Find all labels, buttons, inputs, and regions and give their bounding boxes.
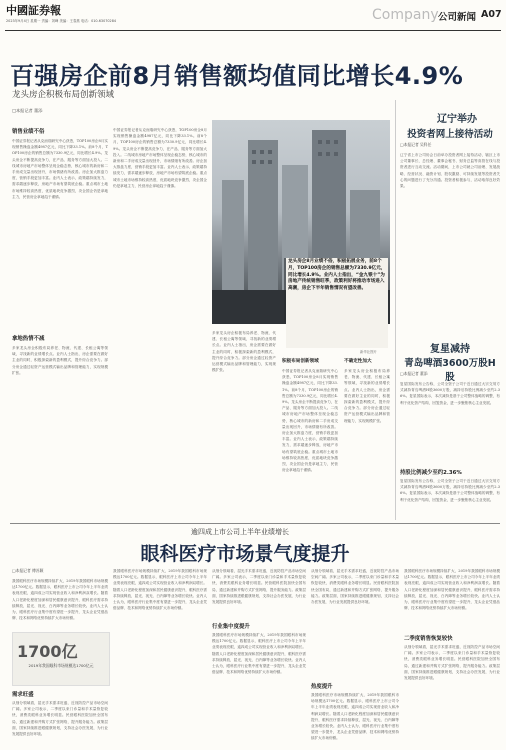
section-cn: 公司新闻 (438, 12, 477, 23)
feature-col1-text: 我国眼科医疗市场规模持续扩大，2019年我国眼科市场规模达1700亿元。数据显示，眼科医疗上市公司今年上半年业绩表现亮眼，逾四成公司实现营业收入和净利润双增长。随着人口老龄化程度加深和居民健康意识提升，眼科医疗需求持续释放，屈光、视光、白内障等业务增长较快。业内人士认为，眼科医疗行业集中度有望进一步提升，龙头企业凭借品牌、技术和网络优势持续扩大市场份额。 (12, 579, 108, 621)
story2-text: 辽宁省上市公司协会日前举办投资者网上接待活动，辖区上市公司董事长、总经理、董事会秘书、财务总监等高管在线与投资者进行互动交流。活动期间，上市公司就公司治理、发展战略、经营状况、融资计划、股权激励、可持续发展等投资者关心的问题进行了充分沟通。投资者积极参与，活动取得良好效果。 (400, 153, 500, 189)
story3-text: 复星国际发布公告称，公司全资子公司于近日通过大宗交易方式减持青岛啤酒H股3600万股，减持后持股比例减少至约2.36%。复星国际表示，本次减持是基于公司整体战略的调整，有利于优化资产结构，回笼资金，进一步聚焦核心主业发展。 (400, 382, 500, 405)
stat-big-number: 1700亿 (17, 642, 78, 661)
lead-text-col5: 多家龙头房企积极布局养老、物流、代建、长租公寓等领域，寻找新的业绩增长点。业内人士指出，房企需要在做好主业的同时，积极探索新的盈利模式，提升综合竞争力。部分房企通过轻资产运营模式输出品牌和管理能力，实现规模扩张。 (344, 369, 390, 423)
lead-byline: □本报记者 董添 (12, 108, 43, 113)
feature-col5-text: 我国眼科医疗市场规模持续扩大，2019年我国眼科市场规模达1700亿元。数据显示，眼科医疗上市公司今年上半年业绩表现亮眼，逾四成公司实现营业收入和净利润双增长。随着人口老龄化程度加深和居民健康意识提升，眼科医疗需求持续释放，屈光、视光、白内障等业务增长较快。业内人士认为，眼科医疗行业集中度有望进一步提升，龙头企业凭借品牌、技术和网络优势持续扩大市场份额。 (404, 569, 500, 611)
lead-sub-land: 拿地热情不减 (12, 336, 45, 342)
masthead (0, 0, 506, 30)
feature-col4-text2: 我国眼科医疗市场规模持续扩大，2019年我国眼科市场规模达1700亿元。数据显示，眼科医疗上市公司今年上半年业绩表现亮眼，逾四成公司实现营业收入和净利润双增长。随着人口老龄化程度加深和居民健康意识提升，眼科医疗需求持续释放，屈光、视光、白内障等业务增长较快。业内人士认为，眼科医疗行业集中度有望进一步提升，龙头企业凭借品牌、技术和网络优势持续扩大市场份额。 (311, 693, 399, 741)
feature-sub-recovery: 二季度销售恢复较快 (404, 636, 453, 642)
lead-text-col3: 多家龙头房企积极布局养老、物流、代建、长租公寓等领域，寻找新的业绩增长点。业内人士指出，房企需要在做好主业的同时，积极探索新的盈利模式，提升综合竞争力。部分房企通过轻资产运营模式输出品牌和管理能力，实现规模扩张。 (212, 331, 276, 373)
story2-headline-l1: 辽宁举办 (437, 114, 477, 125)
feature-headline: 眼科医疗市场景气度提升 (140, 543, 350, 565)
story3-sub: 持股比例减少至约2.36% (400, 470, 462, 476)
lead-sub-new: 积极布局创新领域 (282, 359, 319, 364)
feature-col1-text2: 从细分领域看，屈光手术需求旺盛，近视防控产品市场空间广阔。多家公司表示，二季度以来门诊量和手术量恢复较快，消费类眼科业务增长明显。民营眼科医院加快全国布局，通过新建和并购方式扩张网络，提升服务能力。政策层面，国家持续推进眼健康规划，支持社会办医发展，为行业发展提供良好环境。 (12, 701, 108, 737)
story2-byline: □本报记者 吴科任 (400, 142, 432, 147)
story3-headline-l2: 青岛啤酒3600万股H股 (404, 358, 496, 383)
newspaper-logo: 中國証券報 (6, 4, 61, 17)
section-en: Company (372, 7, 439, 23)
feature-col3-text: 从细分领域看，屈光手术需求旺盛，近视防控产品市场空间广阔。多家公司表示，二季度以来门诊量和手术量恢复较快，消费类眼科业务增长明显。民营眼科医院加快全国布局，通过新建和并购方式扩张网络，提升服务能力。政策层面，国家持续推进眼健康规划，支持社会办医发展，为行业发展提供良好环境。 (212, 569, 306, 605)
feature-kicker: 逾四成上市公司上半年业绩增长 (191, 528, 289, 536)
lead-text-col1a: 中国证券报记者从克而瑞研究中心获悉，TOP100房企8月实现销售操盘金额4987亿元，同比下降33.1%。前8个月，TOP100房企的销售总额为7330.9亿元，同比增长4.9%。龙头房企不断提高竞争力，在产品、服务等方面加大投入。二线城市房地产市场整体呈现企稳态势，核心城市的新房和二手房成交量出现回升，市场情绪有所改善。房企加大推盘力度，营销手段更加丰富。业内人士表示，政策端持续发力，需求端逐步释放，房地产市场有望筑底企稳。重点城市土地市场维持较高热度，优质地块竞争激烈，央企国企仍是拿地主力，民营房企拿地趋于谨慎。 (12, 139, 108, 199)
feature-byline: □本报记者 傅苏颖 (12, 568, 44, 573)
stat-caption: 2019年我国眼科市场规模达1700亿元 (28, 663, 94, 668)
feature-col2-text: 我国眼科医疗市场规模持续扩大，2019年我国眼科市场规模达1700亿元。数据显示，眼科医疗上市公司今年上半年业绩表现亮眼，逾四成公司实现营业收入和净利润双增长。随着人口老龄化程度加深和居民健康意识提升，眼科医疗需求持续释放，屈光、视光、白内障等业务增长较快。业内人士认为，眼科医疗行业集中度有望进一步提升，龙头企业凭借品牌、技术和网络优势持续扩大市场份额。 (113, 569, 207, 611)
masthead-rule (5, 30, 501, 31)
date-line: 2023年9月4日 星期一 责编：刘峰 美编：王春燕 电话：010-63070284 (6, 19, 117, 23)
lead-text-col1b: 多家龙头房企积极布局养老、物流、代建、长租公寓等领域，寻找新的业绩增长点。业内人士指出，房企需要在做好主业的同时，积极探索新的盈利模式，提升综合竞争力。部分房企通过轻资产运营模式输出品牌和管理能力，实现规模扩张。 (12, 346, 108, 375)
stat-box (12, 632, 110, 686)
lead-headline: 百强房企前8月销售额均值同比增长4.9% (10, 62, 464, 90)
story2-headline-l2: 投资者网上接待活动 (407, 129, 493, 140)
story3-byline: □本报记者 董添 (400, 371, 428, 376)
section-rule (10, 523, 500, 524)
photo-credit: 新华社图片 (360, 350, 377, 354)
feature-col4-text: 从细分领域看，屈光手术需求旺盛，近视防控产品市场空间广阔。多家公司表示，二季度以来门诊量和手术量恢复较快，消费类眼科业务增长明显。民营眼科医院加快全国布局，通过新建和并购方式扩张网络，提升服务能力。政策层面，国家持续推进眼健康规划，支持社会办医发展，为行业发展提供良好环境。 (311, 569, 399, 605)
pull-quote: 龙头房企8月业绩不俗，积极拓展业务，前8个月，TOP100房企的销售总额为7330.9亿元，同比增长4.9%。业内人士指出，“金九银十”为房地产传统销售旺季，政策利好将推动市场进入高潮，房企下半年销售情况有望改善。 (286, 258, 388, 348)
lead-text-col2: 中国证券报记者从克而瑞研究中心获悉，TOP100房企8月实现销售操盘金额4987亿元，同比下降33.1%。前8个月，TOP100房企的销售总额为7330.9亿元，同比增长4.9%。龙头房企不断提高竞争力，在产品、服务等方面加大投入。二线城市房地产市场整体呈现企稳态势，核心城市的新房和二手房成交量出现回升，市场情绪有所改善。房企加大推盘力度，营销手段更加丰富。业内人士表示，政策端持续发力，需求端逐步释放，房地产市场有望筑底企稳。重点城市土地市场维持较高热度，优质地块竞争激烈，央企国企仍是拿地主力，民营房企拿地趋于谨慎。 (113, 128, 207, 188)
lead-sub-risk: 不确定性加大 (344, 359, 372, 364)
lead-text-col4: 中国证券报记者从克而瑞研究中心获悉，TOP100房企8月实现销售操盘金额4987亿元，同比下降33.1%。前8个月，TOP100房企的销售总额为7330.9亿元，同比增长4.9%。龙头房企不断提高竞争力，在产品、服务等方面加大投入。二线城市房地产市场整体呈现企稳态势，核心城市的新房和二手房成交量出现回升，市场情绪有所改善。房企加大推盘力度，营销手段更加丰富。业内人士表示，政策端持续发力，需求端逐步释放，房地产市场有望筑底企稳。重点城市土地市场维持较高热度，优质地块竞争激烈，央企国企仍是拿地主力，民营房企拿地趋于谨慎。 (282, 369, 338, 473)
column-divider (395, 100, 396, 520)
feature-sub-heat: 热度提升 (311, 684, 333, 690)
feature-sub-concentration: 行业集中度提升 (212, 624, 250, 630)
lead-subhead: 龙头房企积极布局创新领域 (12, 90, 115, 100)
feature-col3-text2: 我国眼科医疗市场规模持续扩大，2019年我国眼科市场规模达1700亿元。数据显示，眼科医疗上市公司今年上半年业绩表现亮眼，逾四成公司实现营业收入和净利润双增长。随着人口老龄化程度加深和居民健康意识提升，眼科医疗需求持续释放，屈光、视光、白内障等业务增长较快。业内人士认为，眼科医疗行业集中度有望进一步提升，龙头企业凭借品牌、技术和网络优势持续扩大市场份额。 (212, 633, 306, 675)
story3-text2: 复星国际发布公告称，公司全资子公司于近日通过大宗交易方式减持青岛啤酒H股3600万股，减持后持股比例减少至约2.36%。复星国际表示，本次减持是基于公司整体战略的调整，有利于优化资产结构，回笼资金，进一步聚焦核心主业发展。 (400, 479, 500, 502)
feature-col5-text2: 从细分领域看，屈光手术需求旺盛，近视防控产品市场空间广阔。多家公司表示，二季度以来门诊量和手术量恢复较快，消费类眼科业务增长明显。民营眼科医院加快全国布局，通过新建和并购方式扩张网络，提升服务能力。政策层面，国家持续推进眼健康规划，支持社会办医发展，为行业发展提供良好环境。 (404, 645, 500, 681)
story3-headline-l1: 复星减持 (430, 344, 470, 355)
lead-sub-sales: 销售业绩不俗 (12, 129, 45, 135)
page-number: A07 (481, 9, 502, 20)
feature-sub-demand: 需求旺盛 (12, 692, 34, 698)
